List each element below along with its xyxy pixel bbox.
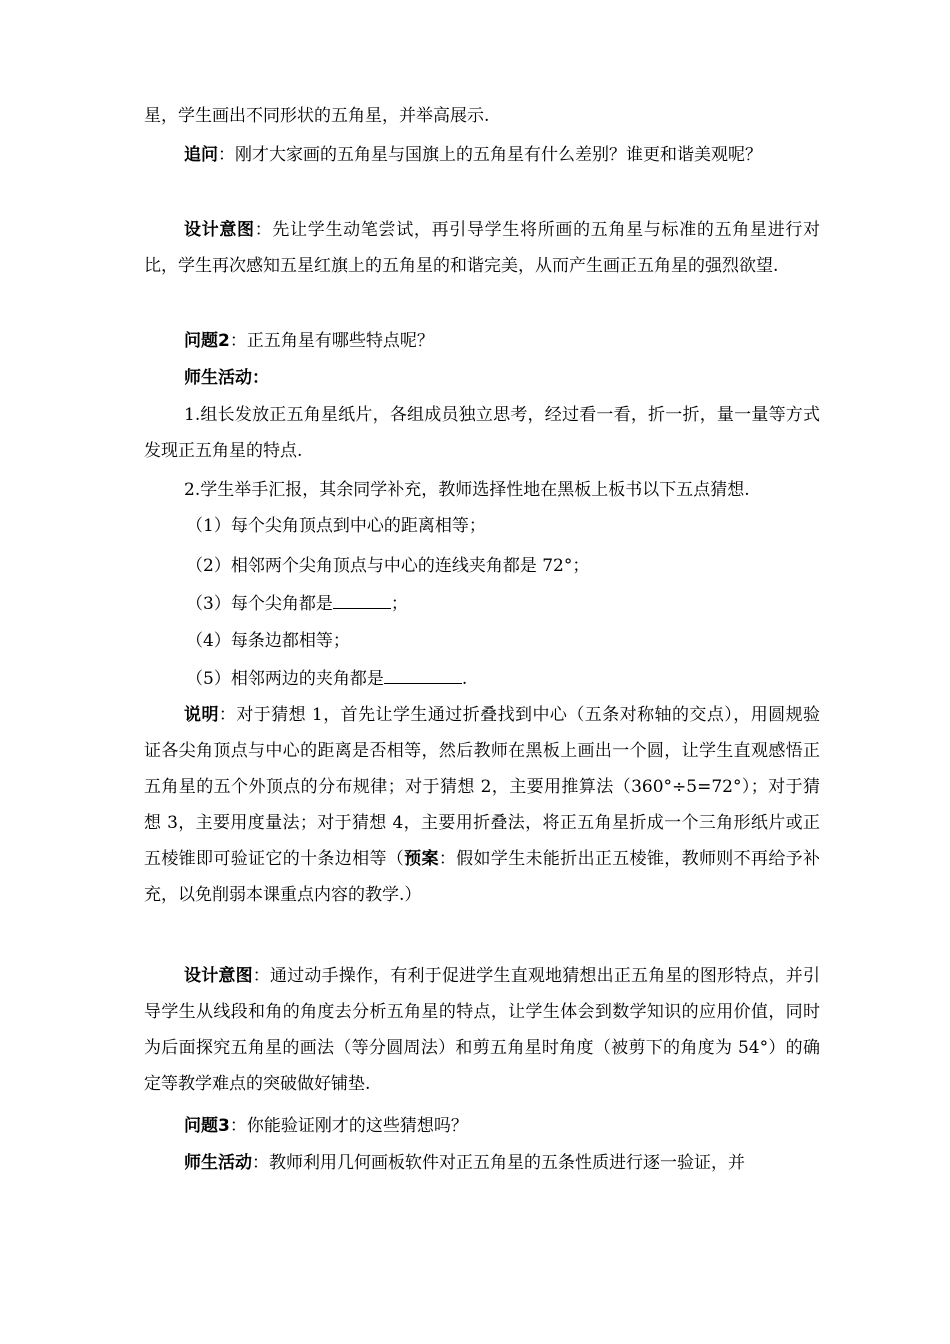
conjecture-1: （1）每个尖角顶点到中心的距离相等； xyxy=(186,516,486,536)
paragraph-question-2: 问题2：正五角星有哪些特点呢？ xyxy=(184,331,434,351)
conjecture-2: （2）相邻两个尖角顶点与中心的连线夹角都是 72°； xyxy=(186,556,590,576)
conjecture-3: （3）每个尖角都是 ； xyxy=(186,594,408,614)
paragraph-step-1: 1.组长发放正五角星纸片，各组成员独立思考，经过看一看，折一折，量一量等方式发现正五角星的特点. xyxy=(144,405,820,461)
paragraph-continuation: 星，学生画出不同形状的五角星，并举高展示. xyxy=(144,106,490,126)
label-contingency: 预案 xyxy=(404,849,439,869)
paragraph-question-3: 问题3：你能验证刚才的这些猜想吗？ xyxy=(184,1116,468,1136)
paragraph-follow-up-question: 追问：刚才大家画的五角星与国旗上的五角星有什么差别？谁更和谐美观呢？ xyxy=(184,145,762,165)
label-activity-3: 师生活动 xyxy=(184,1153,252,1173)
paragraph-design-intent-2: 设计意图：通过动手操作，有利于促进学生直观地猜想出正五角星的图形特点，并引导学生从线段和角的角度去分析五角星的特点，让学生体会到数学知识的应用价值，同时为后面探究五角星的画法（等分圆周法）和剪五角星时角度（被剪下的角度为 54°）的确定等教学难点的突破做好铺垫. xyxy=(144,966,821,1094)
paragraph-activity-3: 师生活动：教师利用几何画板软件对正五角星的五条性质进行逐一验证，并 xyxy=(184,1153,745,1173)
label-explanation: 说明 xyxy=(184,705,219,725)
label-follow-up: 追问 xyxy=(184,145,218,165)
answer-blank-5 xyxy=(384,667,462,684)
paragraph-activity-heading xyxy=(144,360,820,396)
conjecture-4: （4）每条边都相等； xyxy=(186,631,350,651)
paragraph-explanation: 说明：对于猜想 1，首先让学生通过折叠找到中心（五条对称轴的交点），用圆规验证各尖角顶点与中心的距离是否相等，然后教师在黑板上画出一个圆，让学生直观感悟正五角星的五个外顶点的分布规律；对于猜想 2，主要用推算法（360°÷5=72°）；对于猜想 3，主要用度量法；对于猜想 4，主要用折叠法，将正五角星折成一个三角形纸片或正五棱锥即可验证它的十条边相等（预案：假如学生未能折出正五棱锥，教师则不再给予补充，以免削弱本课重点内容的教学.） xyxy=(144,705,821,905)
paragraph-design-intent-1: 设计意图：先让学生动笔尝试，再引导学生将所画的五角星与标准的五角星进行对比，学生再次感知五星红旗上的五角星的和谐完美，从而产生画正五角星的强烈欲望. xyxy=(144,220,821,276)
paragraph-step-2: 2.学生举手汇报，其余同学补充，教师选择性地在黑板上板书以下五点猜想. xyxy=(184,480,750,500)
answer-blank-3 xyxy=(333,592,391,609)
label-question-2: 问题2 xyxy=(184,331,230,351)
label-question-3: 问题3 xyxy=(184,1116,230,1136)
label-design-intent-2: 设计意图 xyxy=(184,966,253,986)
conjecture-5: （5）相邻两边的夹角都是 . xyxy=(186,669,468,689)
label-activity: 师生活动： xyxy=(184,368,269,388)
label-design-intent: 设计意图 xyxy=(184,220,255,240)
